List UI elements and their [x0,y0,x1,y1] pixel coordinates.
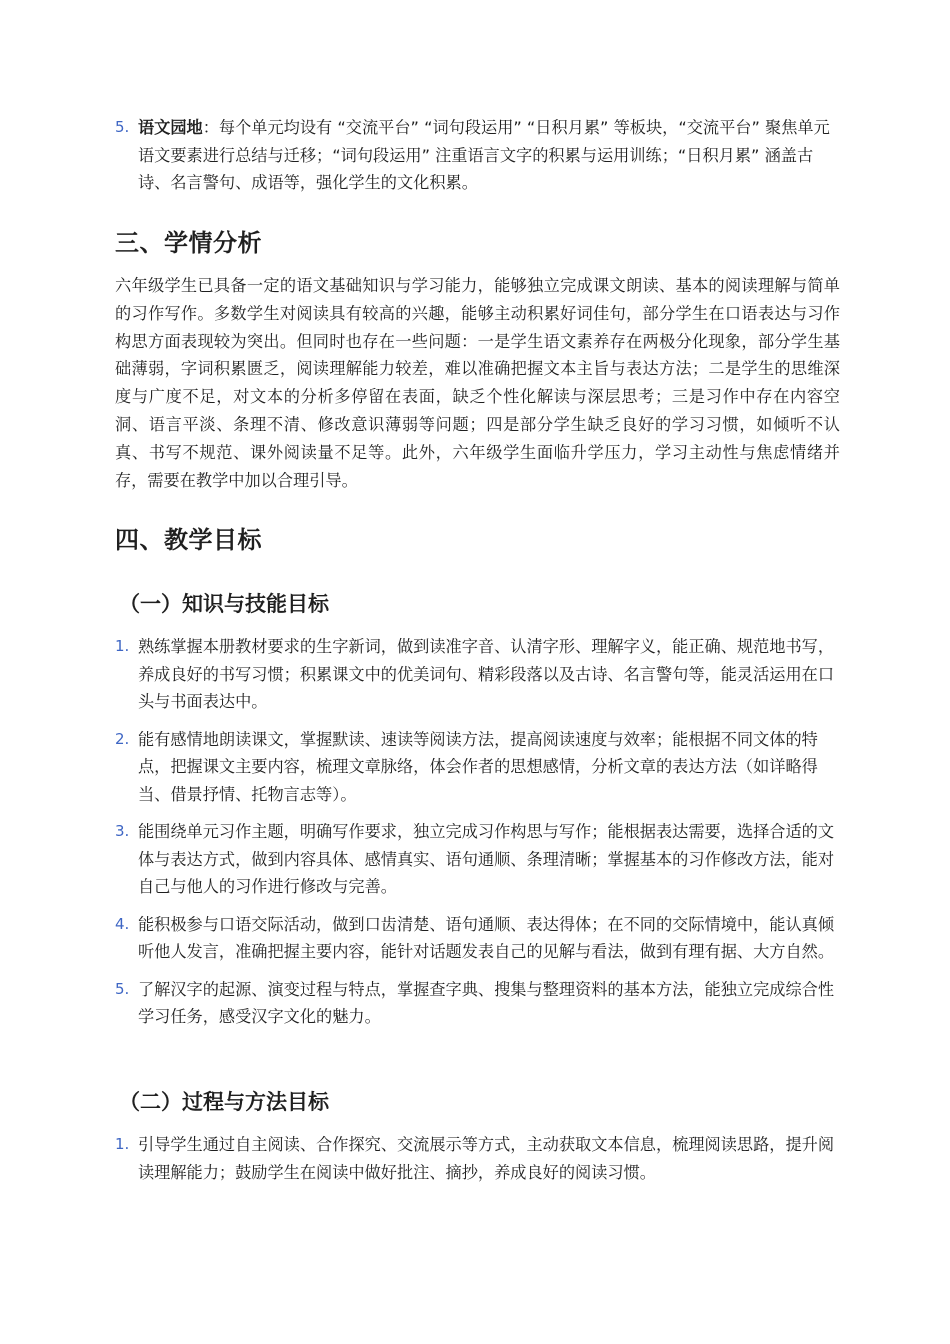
list-number: 3. [115,822,130,840]
list-item-text: 能积极参与口语交际活动，做到口齿清楚、语句通顺、表达得体；在不同的交际情境中，能认真倾听他人发言，准确把握主要内容，能针对话题发表自己的见解与看法，做到有理有据、大方自然。 [138,914,835,961]
list-item-text: 熟练掌握本册教材要求的生字新词，做到读准字音、认清字形、理解字义，能正确、规范地书写，养成良好的书写习惯；积累课文中的优美词句、精彩段落以及古诗、名言警句等，能灵活运用在口头与书面表达中。 [138,637,835,711]
section-heading: 四、教学目标 [115,526,262,554]
list-number: 5. [115,118,130,136]
knowledge-skills-list [115,633,840,1031]
section-heading: 三、学情分析 [115,229,262,257]
list-item [115,633,840,716]
list-item-text: 引导学生通过自主阅读、合作探究、交流展示等方式，主动获取文本信息，梳理阅读思路，提升阅读理解能力；鼓励学生在阅读中做好批注、摘抄，养成良好的阅读习惯。 [138,1135,835,1182]
list-number: 5. [115,979,130,998]
textbook-structure-list [115,114,840,197]
list-number: 1. [115,637,130,655]
list-number: 2. [115,729,130,748]
list-item-label: 语文园地 [138,118,203,137]
list-item-text: ：每个单元均设有 “交流平台” “词句段运用” “日积月累” 等板块，“交流平台” 聚焦单元语文要素进行总结与迁移；“词句段运用” 注重语言文字的积累与运用训练；“日积月累” 涵盖古诗、名言警句、成语等，强化学生的文化积累。 [138,118,830,192]
process-method-list [115,1131,840,1186]
list-item-text: 能围绕单元习作主题，明确写作要求，独立完成习作构思与写作；能根据表达需要，选择合适的文体与表达方式，做到内容具体、感情真实、语句通顺、条理清晰；掌握基本的习作修改方法，能对自己与他人的习作进行修改与完善。 [138,822,835,896]
list-item [115,976,840,1031]
list-item [115,114,840,197]
list-item [115,818,840,901]
subsection-heading: （二）过程与方法目标 [119,1090,329,1114]
list-item-text: 了解汉字的起源、演变过程与特点，掌握查字典、搜集与整理资料的基本方法，能独立完成综合性学习任务，感受汉字文化的魅力。 [138,979,835,1026]
list-number: 1. [115,1135,130,1153]
list-item [115,1131,840,1186]
learner-analysis-paragraph: 六年级学生已具备一定的语文基础知识与学习能力，能够独立完成课文朗读、基本的阅读理解与简单的习作写作。多数学生对阅读具有较高的兴趣，能够主动积累好词佳句，部分学生在口语表达与习作构思方面表现较为突出。但同时也存在一些问题：一是学生语文素养存在两极分化现象，部分学生基础薄弱，字词积累匮乏，阅读理解能力较差，难以准确把握文本主旨与表达方法；二是学生的思维深度与广度不足，对文本的分析多停留在表面，缺乏个性化解读与深层思考；三是习作中存在内容空洞、语言平淡、条理不清、修改意识薄弱等问题；四是部分学生缺乏良好的学习习惯，如倾听不认真、书写不规范、课外阅读量不足等。此外，六年级学生面临升学压力，学习主动性与焦虑情绪并存，需要在教学中加以合理引导。 [115,276,840,490]
list-item [115,911,840,966]
list-item-text: 能有感情地朗读课文，掌握默读、速读等阅读方法，提高阅读速度与效率；能根据不同文体的特点，把握课文主要内容，梳理文章脉络，体会作者的思想感情，分析文章的表达方法（如详略得当、借景抒情、托物言志等）。 [138,729,818,804]
list-item [115,726,840,809]
list-number: 4. [115,914,130,933]
subsection-heading: （一）知识与技能目标 [119,592,329,616]
